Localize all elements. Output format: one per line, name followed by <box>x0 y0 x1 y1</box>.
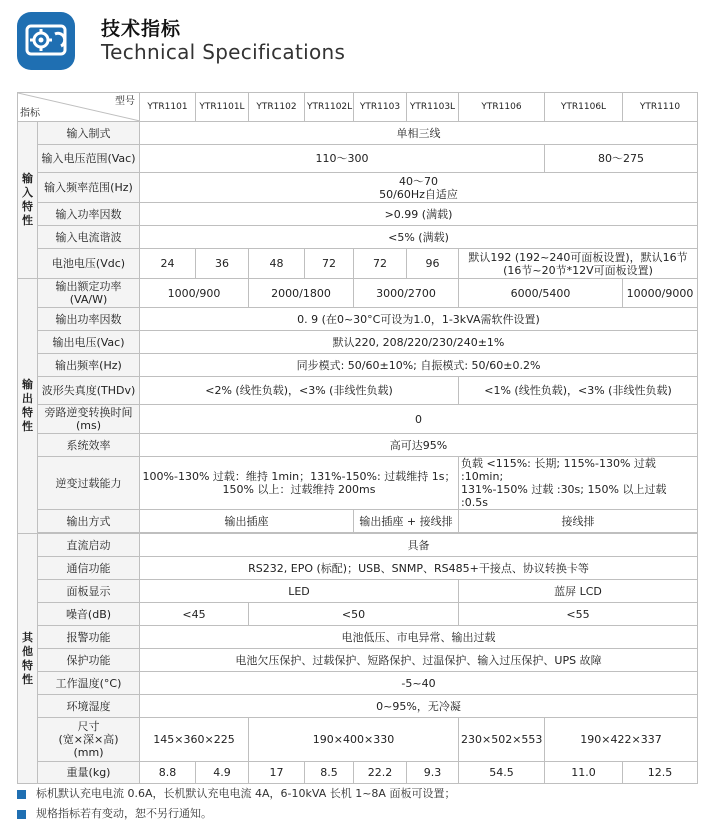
group-other: 其 他 特 性 <box>18 534 38 784</box>
table-row <box>18 145 698 173</box>
footnote-text: 标机默认充电电流 0.6A，长机默认充电电流 4A，6-10kVA 长机 1~8A 面板可设置； <box>36 787 456 800</box>
table-row <box>18 226 698 249</box>
cell-value: 0 <box>140 405 698 434</box>
table-row <box>18 173 698 203</box>
row-label: 环境湿度 <box>38 695 140 718</box>
group-input: 输 入 特 性 <box>18 122 38 279</box>
cell-value <box>459 249 698 279</box>
row-label: 噪音(dB) <box>38 603 140 626</box>
table-row <box>18 354 698 377</box>
table-row <box>18 762 698 784</box>
cell-value <box>459 457 698 510</box>
cell-value: <1% (线性负载)，<3% (非线性负载) <box>459 377 698 405</box>
table-row <box>18 331 698 354</box>
spec-table <box>17 92 698 784</box>
size-label-3: (mm) <box>73 746 104 759</box>
cell-value: 10000/9000 <box>623 279 698 308</box>
cell-value: 蓝屏 LCD <box>459 580 698 603</box>
cell-value: 110～300 <box>140 145 545 173</box>
row-label: 输出电压(Vac) <box>38 331 140 354</box>
cell-value: 输出插座 + 接线排 <box>354 510 459 533</box>
row-label: 输入电流谐波 <box>38 226 140 249</box>
table-row <box>18 457 698 510</box>
cell-value: <2% (线性负载)，<3% (非线性负载) <box>140 377 459 405</box>
batt-note-2: (16节~20节*12V可面板设置) <box>503 263 653 277</box>
footnote-text: 规格指标若有变动，恕不另行通知。 <box>36 807 212 820</box>
cell-value: 高可达95% <box>140 434 698 457</box>
cell-value: 1000/900 <box>140 279 249 308</box>
row-label: 波形失真度(THDv) <box>38 377 140 405</box>
row-label: 直流启动 <box>38 534 140 557</box>
cell-value: 8.8 <box>140 762 196 784</box>
cell-value: 9.3 <box>407 762 459 784</box>
row-label: 工作温度(°C) <box>38 672 140 695</box>
model-cell: YTR1101L <box>196 93 249 122</box>
row-label: 输入电压范围(Vac) <box>38 145 140 173</box>
overload-b-line2: 131%-150% 过载 :30s; 150% 以上过载 :0.5s <box>461 483 667 509</box>
cell-value: 80～275 <box>545 145 698 173</box>
cell-value: 96 <box>407 249 459 279</box>
model-cell: YTR1103 <box>354 93 407 122</box>
freq-auto: 50/60Hz自适应 <box>379 187 458 201</box>
model-cell: YTR1101 <box>140 93 196 122</box>
table-row <box>18 377 698 405</box>
row-label: 系统效率 <box>38 434 140 457</box>
cell-value <box>140 457 459 510</box>
footnotes <box>17 784 455 824</box>
table-row <box>18 203 698 226</box>
cell-value: 145×360×225 <box>140 718 249 762</box>
row-label: 旁路逆变转换时间(ms) <box>38 405 140 434</box>
row-label: 通信功能 <box>38 557 140 580</box>
cell-value: 接线排 <box>459 510 698 533</box>
cell-value: 3000/2700 <box>354 279 459 308</box>
cell-value: 电池欠压保护、过载保护、短路保护、过温保护、输入过压保护、UPS 故障 <box>140 649 698 672</box>
row-label: 逆变过载能力 <box>38 457 140 510</box>
table-row <box>18 603 698 626</box>
cell-value: 8.5 <box>305 762 354 784</box>
cell-value: 单相三线 <box>140 122 698 145</box>
table-row <box>18 308 698 331</box>
row-label: 面板显示 <box>38 580 140 603</box>
cell-value: 22.2 <box>354 762 407 784</box>
cell-value: RS232, EPO (标配)；USB、SNMP、RS485+干接点、协议转换卡等 <box>140 557 698 580</box>
overload-b-line1: 负载 <115%: 长期; 115%-130% 过载 :10min; <box>461 457 656 483</box>
model-cell: YTR1103L <box>407 93 459 122</box>
row-label: 报警功能 <box>38 626 140 649</box>
table-row <box>18 695 698 718</box>
model-cell: YTR1106L <box>545 93 623 122</box>
cell-value: LED <box>140 580 459 603</box>
cell-value: 72 <box>305 249 354 279</box>
cell-value: 6000/5400 <box>459 279 623 308</box>
cell-value: 17 <box>249 762 305 784</box>
group-output: 输 出 特 性 <box>18 279 38 534</box>
freq-range: 40～70 <box>399 174 438 188</box>
cell-value: <50 <box>249 603 459 626</box>
cell-value: 0~95%，无冷凝 <box>140 695 698 718</box>
row-label: 输入频率范围(Hz) <box>38 173 140 203</box>
cell-value: -5~40 <box>140 672 698 695</box>
cell-value: 24 <box>140 249 196 279</box>
corner-index-label: 指标 <box>20 108 40 119</box>
page-header <box>17 10 707 70</box>
table-row <box>18 557 698 580</box>
page-title: 技术指标 <box>101 18 182 40</box>
page-subtitle: Technical Specifications <box>101 40 346 64</box>
table-row <box>18 626 698 649</box>
row-label: 输出频率(Hz) <box>38 354 140 377</box>
row-label: 输出功率因数 <box>38 308 140 331</box>
row-label: 重量(kg) <box>38 762 140 784</box>
row-label: 输入制式 <box>38 122 140 145</box>
row-label: 输入功率因数 <box>38 203 140 226</box>
cell-value: 48 <box>249 249 305 279</box>
model-cell: YTR1106 <box>459 93 545 122</box>
table-row <box>18 405 698 434</box>
footnote <box>17 804 455 824</box>
cell-value: 54.5 <box>459 762 545 784</box>
cell-value: 同步模式: 50/60±10%; 自振模式: 50/60±0.2% <box>140 354 698 377</box>
table-row <box>18 510 698 533</box>
size-label-1: 尺寸 <box>77 720 100 733</box>
row-label: 电池电压(Vdc) <box>38 249 140 279</box>
cell-value: 190×400×330 <box>249 718 459 762</box>
footnote <box>17 784 455 804</box>
batt-note-1: 默认192 (192~240可面板设置)，默认16节 <box>468 250 688 264</box>
cell-value: 230×502×553 <box>459 718 545 762</box>
table-row <box>18 279 698 308</box>
table-row <box>18 672 698 695</box>
corner-cell <box>18 93 140 122</box>
cell-value: 电池低压、市电异常、输出过载 <box>140 626 698 649</box>
cell-value <box>140 173 698 203</box>
row-label: 输出方式 <box>38 510 140 533</box>
table-row <box>18 649 698 672</box>
cell-value: 11.0 <box>545 762 623 784</box>
gear-gauge-icon <box>17 12 75 70</box>
table-row <box>18 580 698 603</box>
model-cell: YTR1102 <box>249 93 305 122</box>
cell-value: >0.99 (满载) <box>140 203 698 226</box>
table-row <box>18 718 698 762</box>
cell-value: 具备 <box>140 534 698 557</box>
corner-model-label: 型号 <box>115 96 135 107</box>
cell-value: 12.5 <box>623 762 698 784</box>
cell-value: 0. 9 (在0~30°C可设为1.0，1-3kVA需软件设置) <box>140 308 698 331</box>
cell-value: 36 <box>196 249 249 279</box>
bullet-square-icon <box>17 810 26 819</box>
table-row <box>18 122 698 145</box>
table-row <box>18 434 698 457</box>
overload-a-line2: 150% 以上：过载维持 200ms <box>222 483 376 496</box>
row-label: 保护功能 <box>38 649 140 672</box>
cell-value: 2000/1800 <box>249 279 354 308</box>
table-row <box>18 249 698 279</box>
overload-a-line1: 100%-130% 过载：维持 1min；131%-150%: 过载维持 1s； <box>142 470 456 483</box>
cell-value: <5% (满载) <box>140 226 698 249</box>
cell-value: 190×422×337 <box>545 718 698 762</box>
header-row <box>18 93 698 122</box>
cell-value: 72 <box>354 249 407 279</box>
bullet-square-icon <box>17 790 26 799</box>
row-label: 输出额定功率(VA/W) <box>38 279 140 308</box>
cell-value: <55 <box>459 603 698 626</box>
size-label-2: (宽×深×高) <box>58 733 119 746</box>
table-row <box>18 534 698 557</box>
cell-value: 默认220, 208/220/230/240±1% <box>140 331 698 354</box>
cell-value: 输出插座 <box>140 510 354 533</box>
cell-value: <45 <box>140 603 249 626</box>
model-cell: YTR1102L <box>305 93 354 122</box>
row-label <box>38 718 140 762</box>
cell-value: 4.9 <box>196 762 249 784</box>
model-cell: YTR1110 <box>623 93 698 122</box>
